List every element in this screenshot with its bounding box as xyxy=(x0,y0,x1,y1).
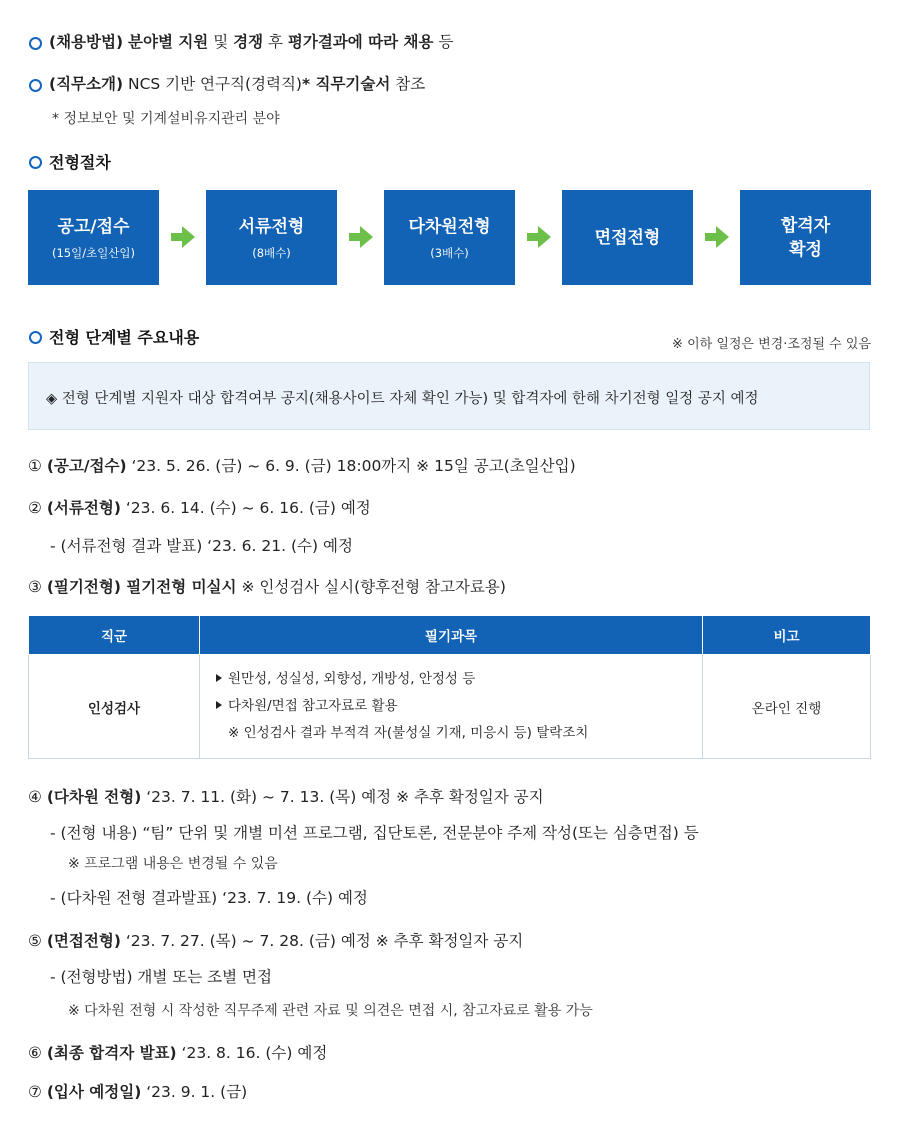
item-text: ※ 인성검사 실시(향후전형 참고자료용) xyxy=(236,578,506,596)
stages-title: 전형 단계별 주요내용 xyxy=(49,328,200,347)
table-header-row xyxy=(29,616,871,655)
item-text: ‘23. 7. 27. (목) ~ 7. 28. (금) 예정 ※ 추후 확정일자 공지 xyxy=(120,932,524,950)
subject-text: 원만성, 성실성, 외향성, 개방성, 안정성 등 xyxy=(228,671,476,687)
item-text: ‘23. 7. 11. (화) ~ 7. 13. (목) 예정 ※ 추후 확정일자 공지 xyxy=(141,788,544,806)
step-multidimensional xyxy=(384,190,515,285)
step-main: 면접전형 xyxy=(594,227,661,248)
triangle-bullet-icon xyxy=(216,674,222,682)
section-bullet-icon xyxy=(29,156,42,169)
intro-note: * 정보보안 및 기계설비유지관리 분야 xyxy=(52,111,280,127)
item-label: (면접전형) xyxy=(46,932,121,950)
item-sub: - (서류전형 결과 발표) ‘23. 6. 21. (수) 예정 xyxy=(50,537,353,555)
item-num: ⑥ xyxy=(28,1044,42,1062)
item-text: ‘23. 9. 1. (금) xyxy=(141,1083,248,1101)
step-sub: (15일/초일산입) xyxy=(51,245,136,260)
step-interview xyxy=(562,190,693,285)
section-bullet-icon xyxy=(29,37,42,50)
subject-note: ※ 인성검사 결과 부적격 자(불성실 기재, 미응시 등) 탈락조치 xyxy=(228,725,589,741)
method-t3: 경쟁 xyxy=(233,33,264,51)
item-sub: - (전형 내용) “팀” 단위 및 개별 미션 프로그램, 집단토론, 전문분야 주제 작성(또는 심층면접) 등 xyxy=(50,824,699,842)
intro-t1: NCS 기반 연구직(경력직) xyxy=(123,75,302,93)
item-label: (최종 합격자 발표) xyxy=(46,1044,177,1062)
item-written xyxy=(28,575,506,597)
item-num: ⑦ xyxy=(28,1083,42,1101)
method-label: (채용방법) xyxy=(49,33,124,51)
item-text: ‘23. 5. 26. (금) ~ 6. 9. (금) 18:00까지 ※ 15일 공고(초일산입) xyxy=(126,457,576,475)
item-announce xyxy=(28,454,576,476)
item-label: (다차원 전형) xyxy=(46,788,142,806)
item-label: (서류전형) xyxy=(46,499,121,517)
list-item xyxy=(216,693,702,720)
step-main: 다차원전형 xyxy=(408,216,491,237)
notice-box xyxy=(28,362,870,430)
item-num: ⑤ xyxy=(28,932,42,950)
arrow-right-icon xyxy=(527,226,551,248)
item-sub-note: ※ 프로그램 내용은 변경될 수 있음 xyxy=(68,856,278,872)
item-sub: - (다차원 전형 결과발표) ‘23. 7. 19. (수) 예정 xyxy=(50,889,368,907)
method-line xyxy=(49,30,453,52)
written-exam-table xyxy=(28,616,871,759)
table-header: 필기과목 xyxy=(200,616,703,655)
item-num: ③ xyxy=(28,578,42,596)
item-text: ‘23. 6. 14. (수) ~ 6. 16. (금) 예정 xyxy=(120,499,371,517)
step-sub: (8배수) xyxy=(252,245,291,260)
table-cell-subjects xyxy=(200,655,703,759)
step-main: 공고/접수 xyxy=(57,216,130,237)
item-interview xyxy=(28,929,523,951)
step-document xyxy=(206,190,337,285)
arrow-right-icon xyxy=(349,226,373,248)
step-main: 서류전형 xyxy=(238,216,305,237)
section-bullet-icon xyxy=(29,79,42,92)
schedule-note: ※ 이하 일정은 변경·조정될 수 있음 xyxy=(672,337,871,352)
item-text: ‘23. 8. 16. (수) 예정 xyxy=(176,1044,328,1062)
table-header: 비고 xyxy=(703,616,871,655)
method-t6: 등 xyxy=(433,33,454,51)
arrow-right-icon xyxy=(171,226,195,248)
intro-label: (직무소개) xyxy=(49,75,124,93)
item-sub: - (전형방법) 개별 또는 조별 면접 xyxy=(50,968,272,986)
item-document xyxy=(28,496,371,518)
intro-t3: 참조 xyxy=(390,75,426,93)
notice-text: ◈ 전형 단계별 지원자 대상 합격여부 공지(채용사이트 자체 확인 가능) 및 합격자에 한해 차기전형 일정 공지 예정 xyxy=(46,391,759,407)
step-sub: (3배수) xyxy=(430,245,469,260)
item-num: ① xyxy=(28,457,42,475)
process-title: 전형절차 xyxy=(49,153,111,172)
method-t4: 후 xyxy=(263,33,288,51)
table-row xyxy=(29,655,871,759)
step-final xyxy=(740,190,871,285)
step-main-line1: 합격자 xyxy=(780,215,831,236)
table-cell-remark: 온라인 진행 xyxy=(703,655,871,759)
item-num: ② xyxy=(28,499,42,517)
item-label: (공고/접수) xyxy=(46,457,127,475)
subject-text: 다차원/면접 참고자료로 활용 xyxy=(228,698,398,714)
item-label: (입사 예정일) xyxy=(46,1083,142,1101)
list-item xyxy=(216,666,702,693)
intro-t2: * 직무기술서 xyxy=(301,75,391,93)
intro-line xyxy=(49,72,425,94)
item-sub-note: ※ 다차원 전형 시 작성한 직무주제 관련 자료 및 의견은 면접 시, 참고자료로 활용 가능 xyxy=(68,1003,593,1019)
item-final-announce xyxy=(28,1041,327,1063)
table-header: 직군 xyxy=(29,616,200,655)
method-t1: 분야별 지원 xyxy=(128,33,209,51)
item-join-date xyxy=(28,1080,247,1102)
step-main-line2: 확정 xyxy=(789,239,822,260)
arrow-right-icon xyxy=(705,226,729,248)
item-label: (필기전형) 필기전형 미실시 xyxy=(46,578,237,596)
item-num: ④ xyxy=(28,788,42,806)
triangle-bullet-icon xyxy=(216,701,222,709)
section-bullet-icon xyxy=(29,331,42,344)
table-cell-group: 인성검사 xyxy=(29,655,200,759)
item-multidimensional xyxy=(28,785,544,807)
step-announce xyxy=(28,190,159,285)
method-t2: 및 xyxy=(208,33,234,51)
method-t5: 평가결과에 따라 채용 xyxy=(287,33,434,51)
